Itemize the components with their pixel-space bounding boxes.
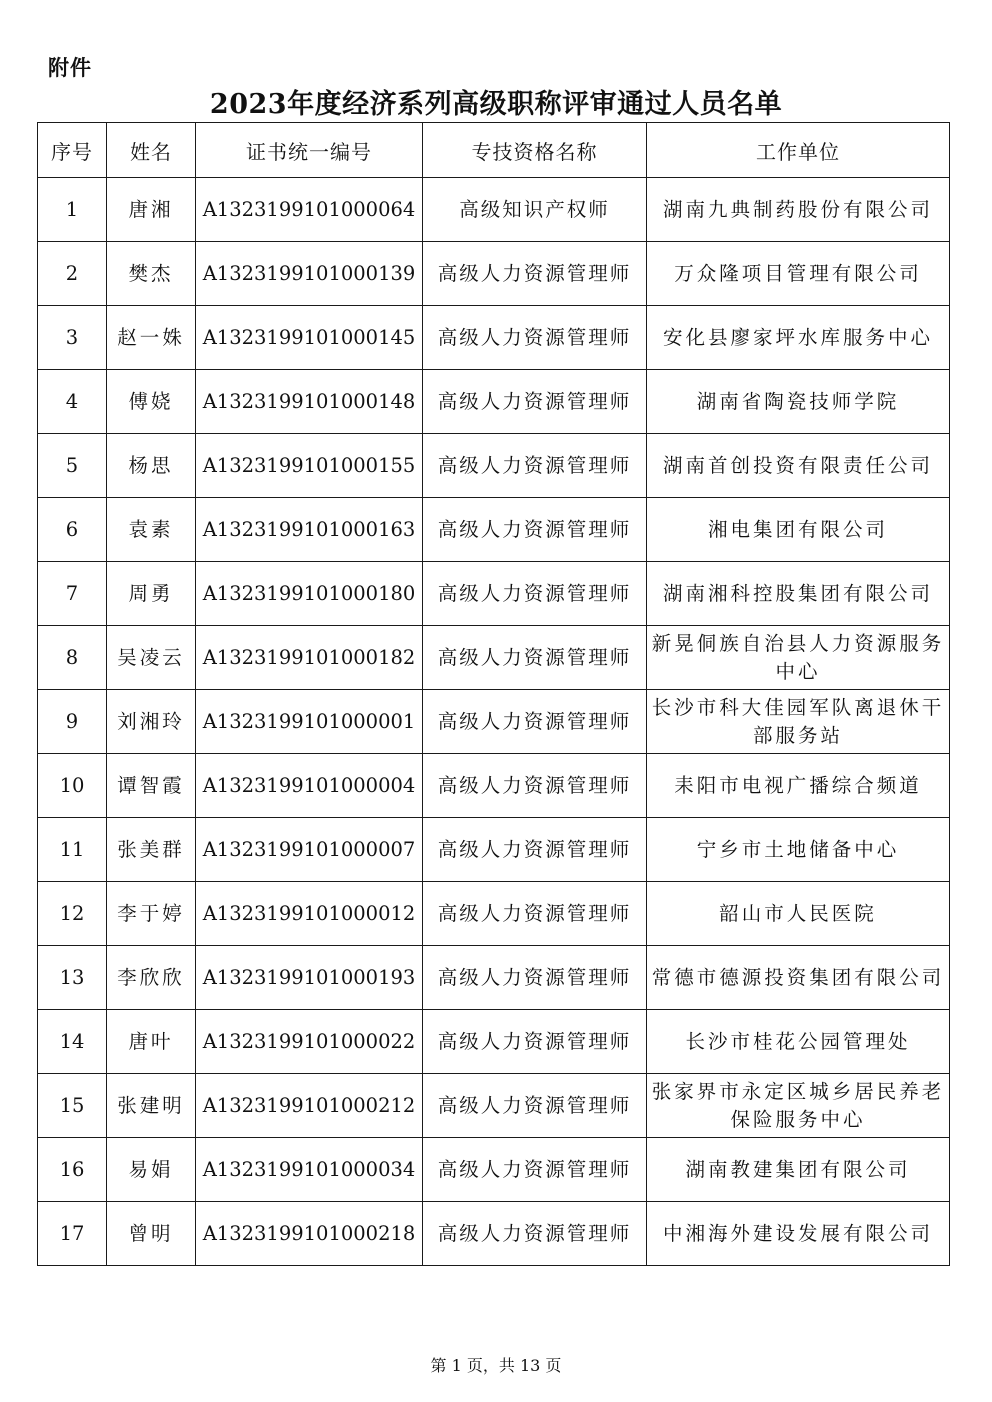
cell-work-unit: 长沙市桂花公园管理处	[647, 1010, 950, 1074]
cell-name: 唐湘	[107, 178, 196, 242]
cell-qualification: 高级人力资源管理师	[423, 882, 647, 946]
cell-work-unit: 安化县廖家坪水库服务中心	[647, 306, 950, 370]
cell-certificate-number: A1323199101000212	[196, 1074, 423, 1138]
cell-work-unit: 湖南九典制药股份有限公司	[647, 178, 950, 242]
cell-certificate-number: A1323199101000012	[196, 882, 423, 946]
table-row	[38, 306, 950, 370]
table-row	[38, 690, 950, 754]
table-row	[38, 882, 950, 946]
table-row	[38, 1202, 950, 1266]
cell-qualification: 高级人力资源管理师	[423, 1010, 647, 1074]
cell-certificate-number: A1323199101000182	[196, 626, 423, 690]
cell-qualification: 高级人力资源管理师	[423, 370, 647, 434]
cell-name: 周勇	[107, 562, 196, 626]
cell-qualification: 高级人力资源管理师	[423, 306, 647, 370]
cell-serial-number: 17	[38, 1202, 107, 1266]
cell-serial-number: 16	[38, 1138, 107, 1202]
cell-name: 张美群	[107, 818, 196, 882]
cell-name: 樊杰	[107, 242, 196, 306]
cell-serial-number: 8	[38, 626, 107, 690]
cell-name: 傅娆	[107, 370, 196, 434]
cell-certificate-number: A1323199101000022	[196, 1010, 423, 1074]
cell-certificate-number: A1323199101000139	[196, 242, 423, 306]
cell-serial-number: 2	[38, 242, 107, 306]
cell-qualification: 高级人力资源管理师	[423, 498, 647, 562]
cell-name: 李欣欣	[107, 946, 196, 1010]
roster-table	[37, 122, 950, 1266]
cell-qualification: 高级人力资源管理师	[423, 1138, 647, 1202]
cell-name: 唐叶	[107, 1010, 196, 1074]
cell-qualification: 高级人力资源管理师	[423, 562, 647, 626]
cell-name: 赵一姝	[107, 306, 196, 370]
cell-work-unit: 湖南首创投资有限责任公司	[647, 434, 950, 498]
cell-serial-number: 13	[38, 946, 107, 1010]
cell-name: 袁素	[107, 498, 196, 562]
cell-qualification: 高级人力资源管理师	[423, 1202, 647, 1266]
cell-certificate-number: A1323199101000180	[196, 562, 423, 626]
cell-work-unit: 湖南省陶瓷技师学院	[647, 370, 950, 434]
cell-name: 吴凌云	[107, 626, 196, 690]
header-work-unit: 工作单位	[647, 123, 950, 178]
cell-work-unit: 宁乡市土地储备中心	[647, 818, 950, 882]
table-row	[38, 370, 950, 434]
cell-serial-number: 15	[38, 1074, 107, 1138]
cell-work-unit: 韶山市人民医院	[647, 882, 950, 946]
cell-serial-number: 6	[38, 498, 107, 562]
cell-qualification: 高级人力资源管理师	[423, 690, 647, 754]
cell-serial-number: 3	[38, 306, 107, 370]
cell-serial-number: 12	[38, 882, 107, 946]
header-serial-number: 序号	[38, 123, 107, 178]
cell-name: 杨思	[107, 434, 196, 498]
cell-certificate-number: A1323199101000001	[196, 690, 423, 754]
cell-work-unit: 中湘海外建设发展有限公司	[647, 1202, 950, 1266]
cell-name: 曾明	[107, 1202, 196, 1266]
cell-qualification: 高级人力资源管理师	[423, 242, 647, 306]
cell-certificate-number: A1323199101000163	[196, 498, 423, 562]
cell-certificate-number: A1323199101000155	[196, 434, 423, 498]
cell-certificate-number: A1323199101000148	[196, 370, 423, 434]
cell-work-unit: 湘电集团有限公司	[647, 498, 950, 562]
table-row	[38, 498, 950, 562]
header-name: 姓名	[107, 123, 196, 178]
table-row	[38, 434, 950, 498]
cell-qualification: 高级人力资源管理师	[423, 818, 647, 882]
cell-work-unit: 新晃侗族自治县人力资源服务中心	[647, 626, 950, 690]
header-row	[38, 123, 950, 178]
cell-name: 李于婷	[107, 882, 196, 946]
cell-certificate-number: A1323199101000034	[196, 1138, 423, 1202]
table-row	[38, 818, 950, 882]
header-certificate-number: 证书统一编号	[196, 123, 423, 178]
cell-serial-number: 11	[38, 818, 107, 882]
cell-certificate-number: A1323199101000064	[196, 178, 423, 242]
cell-qualification: 高级人力资源管理师	[423, 946, 647, 1010]
cell-certificate-number: A1323199101000218	[196, 1202, 423, 1266]
cell-serial-number: 14	[38, 1010, 107, 1074]
document-title: 2023年度经济系列高级职称评审通过人员名单	[209, 89, 783, 120]
cell-qualification: 高级人力资源管理师	[423, 434, 647, 498]
table-header	[38, 123, 950, 178]
cell-qualification: 高级知识产权师	[423, 178, 647, 242]
cell-work-unit: 耒阳市电视广播综合频道	[647, 754, 950, 818]
cell-qualification: 高级人力资源管理师	[423, 626, 647, 690]
cell-qualification: 高级人力资源管理师	[423, 754, 647, 818]
header-qualification: 专技资格名称	[423, 123, 647, 178]
cell-work-unit: 张家界市永定区城乡居民养老保险服务中心	[647, 1074, 950, 1138]
cell-certificate-number: A1323199101000007	[196, 818, 423, 882]
cell-work-unit: 湖南湘科控股集团有限公司	[647, 562, 950, 626]
attachment-label: 附件	[48, 56, 92, 80]
table-row	[38, 242, 950, 306]
cell-serial-number: 9	[38, 690, 107, 754]
cell-name: 易娟	[107, 1138, 196, 1202]
table-row	[38, 754, 950, 818]
cell-name: 张建明	[107, 1074, 196, 1138]
table-row	[38, 1138, 950, 1202]
table-row	[38, 946, 950, 1010]
table-row	[38, 626, 950, 690]
cell-qualification: 高级人力资源管理师	[423, 1074, 647, 1138]
cell-serial-number: 10	[38, 754, 107, 818]
table-row	[38, 1074, 950, 1138]
cell-work-unit: 长沙市科大佳园军队离退休干部服务站	[647, 690, 950, 754]
cell-serial-number: 1	[38, 178, 107, 242]
page-footer: 第 1 页，共 13 页	[430, 1356, 562, 1375]
cell-certificate-number: A1323199101000193	[196, 946, 423, 1010]
cell-certificate-number: A1323199101000004	[196, 754, 423, 818]
cell-name: 谭智霞	[107, 754, 196, 818]
table-row	[38, 562, 950, 626]
table-body	[38, 178, 950, 1266]
cell-work-unit: 湖南教建集团有限公司	[647, 1138, 950, 1202]
cell-work-unit: 万众隆项目管理有限公司	[647, 242, 950, 306]
cell-serial-number: 4	[38, 370, 107, 434]
cell-serial-number: 7	[38, 562, 107, 626]
table-row	[38, 178, 950, 242]
cell-work-unit: 常德市德源投资集团有限公司	[647, 946, 950, 1010]
cell-name: 刘湘玲	[107, 690, 196, 754]
table-row	[38, 1010, 950, 1074]
cell-certificate-number: A1323199101000145	[196, 306, 423, 370]
cell-serial-number: 5	[38, 434, 107, 498]
